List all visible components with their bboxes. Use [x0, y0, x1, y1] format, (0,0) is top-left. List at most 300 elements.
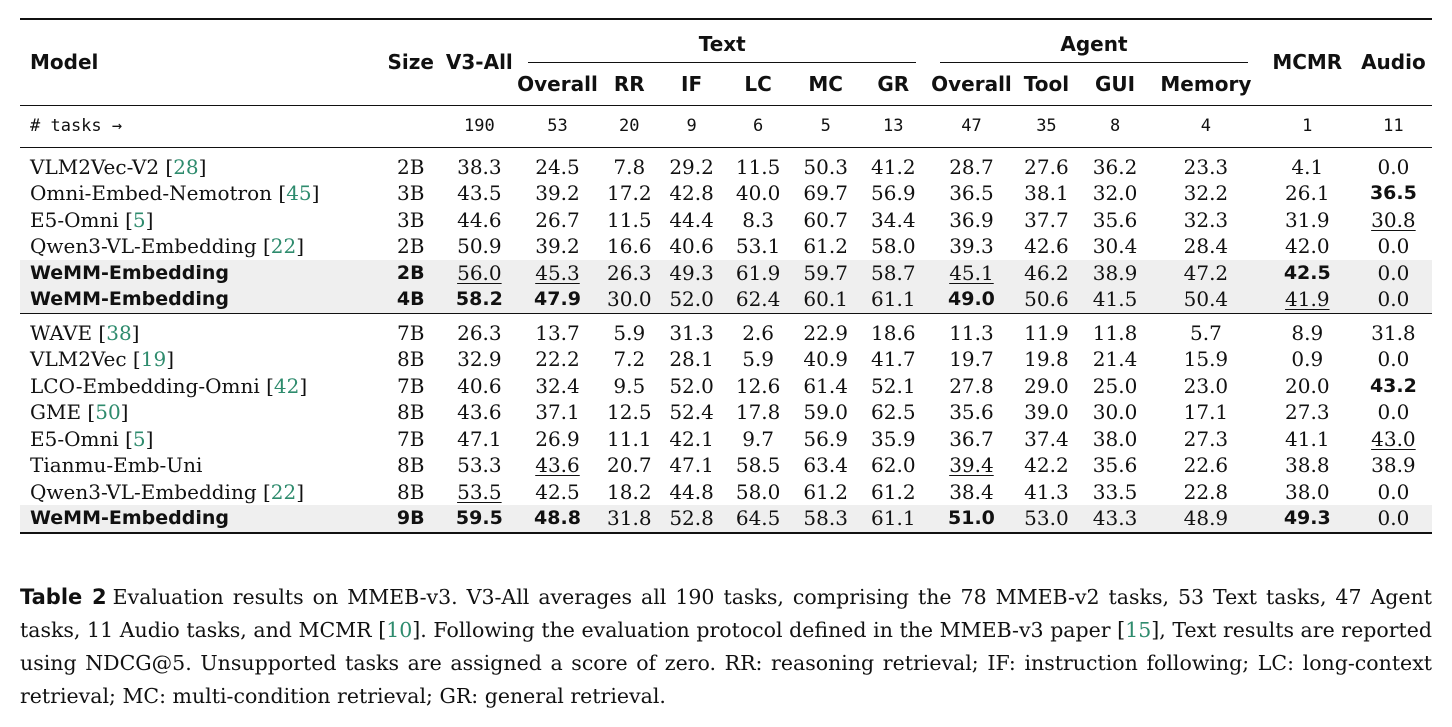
- score-value: 23.3: [1183, 154, 1229, 179]
- score-value: 52.0: [669, 287, 714, 312]
- score-value: 61.9: [735, 260, 781, 285]
- score-value: 36.7: [949, 426, 994, 451]
- score-value: 47.1: [669, 453, 714, 478]
- score-cell: [1260, 260, 1355, 287]
- score-cell: [723, 426, 793, 453]
- score-cell: [1078, 313, 1152, 346]
- score-cell: [1078, 180, 1152, 207]
- score-value: 0.0: [1377, 287, 1410, 312]
- score-value: 27.3: [1285, 400, 1330, 425]
- score-value: 45.3: [535, 260, 580, 285]
- score-value: 39.2: [535, 181, 580, 206]
- score-cell: [1015, 426, 1078, 453]
- score-value: 44.8: [669, 479, 714, 504]
- score-cell: [928, 399, 1015, 426]
- task-count-cell: 9: [660, 105, 723, 147]
- citation-bracket: ]: [145, 207, 154, 232]
- score-cell: [516, 505, 598, 533]
- score-value: 0.0: [1377, 506, 1410, 531]
- citation-bracket: ]: [131, 320, 140, 345]
- caption-ref-2[interactable]: 15: [1125, 618, 1152, 642]
- col-header-v3all: V3-All: [442, 19, 516, 105]
- score-value: 18.6: [871, 320, 916, 345]
- score-cell: [516, 479, 598, 506]
- citation-bracket: ]: [296, 479, 305, 504]
- score-cell: [660, 426, 723, 453]
- table-row: [20, 180, 1432, 207]
- score-cell: [660, 313, 723, 346]
- score-value: 59.7: [803, 260, 848, 285]
- score-value: 30.8: [1371, 207, 1416, 232]
- score-value: 31.9: [1285, 207, 1330, 232]
- score-value: 24.5: [535, 154, 580, 179]
- score-cell: [516, 452, 598, 479]
- col-header-text-gr: GR: [858, 63, 928, 105]
- citation-link[interactable]: 28: [173, 154, 199, 179]
- model-name-cell: [20, 147, 379, 180]
- model-name: Qwen3-VL-Embedding [: [30, 479, 271, 504]
- score-value: 37.1: [535, 400, 580, 425]
- score-cell: [723, 399, 793, 426]
- score-cell: [1260, 452, 1355, 479]
- score-value: 19.7: [949, 347, 994, 372]
- score-cell: [1015, 286, 1078, 313]
- score-cell: [599, 233, 660, 260]
- score-cell: [793, 373, 858, 400]
- score-cell: [442, 399, 516, 426]
- col-header-text-mc: MC: [793, 63, 858, 105]
- score-cell: [1260, 147, 1355, 180]
- score-cell: [599, 373, 660, 400]
- score-value: 17.2: [607, 181, 652, 206]
- score-value: 43.5: [457, 181, 502, 206]
- citation-link[interactable]: 42: [273, 373, 300, 398]
- score-cell: [1355, 452, 1432, 479]
- results-table: [20, 18, 1432, 534]
- caption-text-1: Evaluation results on MMEB-v3. V3-All averages all 190 tasks, comprising the 78 MMEB-v2 tasks, 53 Text tasks, 47 Agent tasks, 11 Audio tasks, and MCMR [: [20, 585, 1433, 642]
- score-value: 32.0: [1092, 181, 1138, 206]
- score-cell: [1152, 313, 1260, 346]
- score-cell: [660, 452, 723, 479]
- score-cell: [516, 373, 598, 400]
- score-cell: [1078, 479, 1152, 506]
- score-cell: [1015, 233, 1078, 260]
- score-cell: [442, 505, 516, 533]
- score-value: 36.5: [949, 181, 994, 206]
- score-value: 39.3: [949, 234, 994, 259]
- score-cell: [516, 233, 598, 260]
- score-cell: [599, 180, 660, 207]
- citation-link[interactable]: 38: [106, 320, 132, 345]
- score-value: 43.2: [1369, 374, 1417, 397]
- score-value: 28.7: [949, 154, 994, 179]
- score-cell: [1152, 505, 1260, 533]
- score-value: 41.5: [1092, 287, 1138, 312]
- table-row: [20, 479, 1432, 506]
- task-count-cell: 11: [1355, 105, 1432, 147]
- score-cell: [723, 313, 793, 346]
- score-value: 12.6: [735, 373, 781, 398]
- col-header-mcmr: MCMR: [1260, 19, 1355, 105]
- score-value: 13.7: [535, 320, 580, 345]
- score-value: 35.6: [949, 400, 994, 425]
- score-value: 25.0: [1092, 373, 1138, 398]
- score-value: 46.2: [1024, 260, 1069, 285]
- model-name-cell: [20, 346, 379, 373]
- score-value: 58.0: [871, 234, 916, 259]
- citation-link[interactable]: 22: [270, 479, 297, 504]
- score-value: 0.0: [1377, 154, 1410, 179]
- model-name-cell: [20, 399, 379, 426]
- score-cell: [928, 505, 1015, 533]
- score-value: 26.9: [535, 426, 580, 451]
- score-value: 38.4: [949, 479, 994, 504]
- score-cell: [1355, 346, 1432, 373]
- score-value: 48.8: [534, 507, 581, 530]
- score-cell: [1152, 207, 1260, 234]
- model-name-cell: [20, 426, 379, 453]
- score-cell: [660, 286, 723, 313]
- results-table-container: [20, 18, 1432, 534]
- score-cell: [928, 373, 1015, 400]
- score-value: 32.3: [1183, 207, 1229, 232]
- score-value: 15.9: [1183, 347, 1229, 372]
- score-value: 0.0: [1377, 479, 1410, 504]
- score-cell: [1078, 373, 1152, 400]
- model-name: E5-Omni [: [30, 207, 133, 232]
- caption-text-3: ], Text results are reported using NDCG@5. Unsupported tasks are assigned a score of zero. RR: reasoning retrieval; IF: instruction following; LC: long-context retrieval; MC: multi-condition retrieval; GR: general retrieval.: [20, 618, 1432, 708]
- score-value: 31.8: [607, 506, 652, 531]
- caption-ref-1[interactable]: 10: [386, 618, 413, 642]
- score-value: 53.0: [1024, 506, 1069, 531]
- score-value: 27.6: [1024, 154, 1069, 179]
- citation-bracket: ]: [120, 400, 129, 425]
- score-cell: [1152, 426, 1260, 453]
- score-value: 50.9: [457, 234, 502, 259]
- score-cell: [660, 399, 723, 426]
- score-cell: [858, 373, 928, 400]
- score-value: 39.0: [1024, 400, 1069, 425]
- score-cell: [442, 286, 516, 313]
- score-value: 44.4: [669, 207, 714, 232]
- score-value: 34.4: [871, 207, 916, 232]
- score-cell: [1355, 180, 1432, 207]
- score-cell: [858, 207, 928, 234]
- score-cell: [599, 313, 660, 346]
- group-small-models: [20, 147, 1432, 313]
- score-value: 59.5: [455, 507, 503, 530]
- score-value: 61.2: [803, 479, 848, 504]
- task-count-cell: 5: [793, 105, 858, 147]
- score-cell: [858, 260, 928, 287]
- score-cell: [928, 147, 1015, 180]
- score-cell: [1152, 180, 1260, 207]
- score-value: 60.1: [803, 287, 848, 312]
- score-value: 26.3: [607, 260, 652, 285]
- score-value: 49.3: [1283, 507, 1331, 530]
- score-value: 50.6: [1024, 287, 1069, 312]
- col-group-agent: [928, 19, 1260, 63]
- score-cell: [599, 346, 660, 373]
- score-cell: [660, 180, 723, 207]
- score-cell: [1078, 233, 1152, 260]
- score-value: 41.2: [871, 154, 916, 179]
- score-value: 49.0: [948, 288, 995, 311]
- score-value: 40.6: [669, 234, 714, 259]
- model-size-cell: 9B: [379, 505, 442, 533]
- score-cell: [793, 426, 858, 453]
- score-cell: [723, 147, 793, 180]
- score-value: 42.5: [535, 479, 580, 504]
- score-cell: [1152, 479, 1260, 506]
- score-cell: [793, 399, 858, 426]
- citation-link[interactable]: 22: [270, 234, 297, 259]
- citation-link[interactable]: 5: [132, 207, 146, 232]
- score-cell: [1015, 313, 1078, 346]
- score-value: 22.8: [1183, 479, 1229, 504]
- score-cell: [442, 147, 516, 180]
- score-value: 40.0: [735, 181, 781, 206]
- model-size-cell: 7B: [397, 320, 425, 345]
- score-value: 2.6: [742, 320, 775, 345]
- score-cell: [1355, 260, 1432, 287]
- score-value: 26.1: [1285, 181, 1330, 206]
- citation-bracket: ]: [296, 234, 305, 259]
- score-cell: [793, 147, 858, 180]
- score-cell: [1152, 346, 1260, 373]
- score-value: 38.8: [1285, 453, 1330, 478]
- score-cell: [793, 505, 858, 533]
- score-cell: [1078, 426, 1152, 453]
- model-size-cell: 8B: [397, 400, 425, 425]
- score-cell: [599, 426, 660, 453]
- score-cell: [723, 479, 793, 506]
- score-cell: [928, 346, 1015, 373]
- score-value: 47.1: [457, 426, 502, 451]
- score-value: 42.2: [1024, 453, 1069, 478]
- score-cell: [1152, 233, 1260, 260]
- score-cell: [1015, 399, 1078, 426]
- model-name: LCO-Embedding-Omni [: [30, 373, 274, 398]
- score-cell: [1152, 260, 1260, 287]
- score-cell: [928, 260, 1015, 287]
- score-value: 53.1: [735, 234, 781, 259]
- score-value: 7.2: [613, 347, 646, 372]
- score-value: 42.1: [669, 426, 714, 451]
- score-cell: [660, 479, 723, 506]
- score-value: 28.4: [1183, 234, 1229, 259]
- score-value: 18.2: [607, 479, 652, 504]
- task-count-cell: 20: [599, 105, 660, 147]
- score-value: 47.2: [1183, 260, 1229, 285]
- citation-link[interactable]: 19: [140, 347, 167, 372]
- score-cell: [1152, 286, 1260, 313]
- score-value: 22.2: [535, 347, 580, 372]
- score-value: 26.3: [457, 320, 502, 345]
- score-value: 11.1: [607, 426, 652, 451]
- citation-link[interactable]: 50: [95, 400, 121, 425]
- score-value: 32.2: [1183, 181, 1229, 206]
- score-value: 50.3: [803, 154, 848, 179]
- score-cell: [1078, 505, 1152, 533]
- score-value: 61.1: [871, 506, 916, 531]
- score-value: 63.4: [803, 453, 848, 478]
- score-cell: [442, 426, 516, 453]
- model-size-cell: 7B: [397, 426, 425, 451]
- score-cell: [516, 260, 598, 287]
- table-row: [20, 452, 1432, 479]
- score-value: 5.9: [613, 320, 646, 345]
- score-cell: [660, 260, 723, 287]
- score-value: 5.9: [742, 347, 775, 372]
- score-value: 43.6: [457, 400, 502, 425]
- score-value: 36.5: [1369, 182, 1417, 205]
- score-value: 38.9: [1092, 260, 1138, 285]
- col-header-model: Model: [20, 19, 379, 105]
- score-cell: [858, 147, 928, 180]
- score-value: 33.5: [1092, 479, 1138, 504]
- score-value: 32.9: [457, 347, 502, 372]
- score-cell: [516, 346, 598, 373]
- score-cell: [723, 452, 793, 479]
- score-value: 35.6: [1092, 453, 1138, 478]
- score-cell: [1078, 286, 1152, 313]
- score-cell: [442, 452, 516, 479]
- task-count-cell: 35: [1015, 105, 1078, 147]
- score-cell: [858, 346, 928, 373]
- score-cell: [928, 313, 1015, 346]
- model-name-cell: [20, 233, 379, 260]
- score-value: 53.3: [457, 453, 502, 478]
- score-cell: [516, 399, 598, 426]
- score-value: 43.6: [535, 453, 580, 478]
- score-value: 20.0: [1285, 373, 1330, 398]
- score-cell: [1078, 452, 1152, 479]
- score-value: 37.4: [1024, 426, 1069, 451]
- citation-link[interactable]: 45: [286, 181, 312, 206]
- model-size-cell: 3B: [397, 181, 425, 206]
- score-value: 5.7: [1189, 320, 1222, 345]
- col-header-text-overall: Overall: [516, 63, 598, 105]
- score-value: 39.4: [949, 453, 994, 478]
- col-header-text-lc: LC: [723, 63, 793, 105]
- score-cell: [1078, 399, 1152, 426]
- score-cell: [723, 233, 793, 260]
- score-value: 64.5: [735, 506, 781, 531]
- table-row: [20, 426, 1432, 453]
- model-name-cell: [20, 207, 379, 234]
- table-row: [20, 313, 1432, 346]
- score-cell: [660, 505, 723, 533]
- score-cell: [442, 346, 516, 373]
- col-header-text-rr: RR: [599, 63, 660, 105]
- task-count-cell: 53: [516, 105, 598, 147]
- score-value: 42.8: [669, 181, 714, 206]
- col-header-agent-memory: Memory: [1152, 63, 1260, 105]
- score-value: 29.2: [669, 154, 714, 179]
- score-value: 38.9: [1371, 453, 1416, 478]
- score-value: 35.9: [871, 426, 916, 451]
- score-cell: [1355, 147, 1432, 180]
- score-cell: [793, 233, 858, 260]
- score-cell: [928, 180, 1015, 207]
- score-cell: [442, 479, 516, 506]
- score-cell: [793, 479, 858, 506]
- model-name: Omni-Embed-Nemotron [: [30, 181, 287, 206]
- score-value: 56.9: [803, 426, 848, 451]
- score-cell: [723, 373, 793, 400]
- model-size-cell: 3B: [397, 207, 425, 232]
- score-cell: [1015, 346, 1078, 373]
- score-cell: [928, 207, 1015, 234]
- table-row: [20, 286, 1432, 313]
- score-value: 51.0: [948, 507, 995, 530]
- score-value: 17.8: [735, 400, 781, 425]
- score-cell: [660, 233, 723, 260]
- score-cell: [599, 286, 660, 313]
- score-cell: [1355, 233, 1432, 260]
- score-value: 0.0: [1377, 234, 1410, 259]
- score-cell: [1355, 399, 1432, 426]
- table-row: [20, 399, 1432, 426]
- score-cell: [928, 452, 1015, 479]
- score-value: 38.0: [1092, 426, 1138, 451]
- score-cell: [793, 313, 858, 346]
- score-cell: [723, 260, 793, 287]
- score-value: 42.6: [1024, 234, 1069, 259]
- score-cell: [858, 399, 928, 426]
- score-cell: [793, 207, 858, 234]
- score-cell: [723, 505, 793, 533]
- model-name-cell: [20, 479, 379, 506]
- citation-bracket: ]: [311, 181, 320, 206]
- score-value: 52.8: [669, 506, 714, 531]
- task-count-cell: 47: [928, 105, 1015, 147]
- score-cell: [1355, 479, 1432, 506]
- score-cell: [858, 286, 928, 313]
- score-cell: [1355, 313, 1432, 346]
- citation-link[interactable]: 5: [132, 426, 146, 451]
- model-name: WAVE [: [30, 320, 107, 345]
- score-value: 42.5: [1283, 261, 1331, 284]
- score-cell: [858, 505, 928, 533]
- score-value: 49.3: [669, 260, 714, 285]
- score-value: 0.0: [1377, 347, 1410, 372]
- score-cell: [660, 346, 723, 373]
- score-value: 52.0: [669, 373, 714, 398]
- score-value: 62.5: [871, 400, 916, 425]
- col-header-agent-tool: Tool: [1015, 63, 1078, 105]
- score-cell: [442, 207, 516, 234]
- score-value: 61.1: [871, 287, 916, 312]
- score-value: 8.9: [1291, 320, 1324, 345]
- group-label-agent: Agent: [940, 32, 1248, 63]
- score-cell: [1260, 426, 1355, 453]
- col-header-audio: Audio: [1355, 19, 1432, 105]
- model-name-cell: [20, 505, 379, 533]
- score-value: 30.0: [1092, 400, 1138, 425]
- score-value: 56.9: [871, 181, 916, 206]
- tasks-count-row: [20, 105, 1432, 147]
- score-value: 0.9: [1291, 347, 1324, 372]
- score-cell: [660, 207, 723, 234]
- score-cell: [928, 426, 1015, 453]
- score-cell: [858, 426, 928, 453]
- col-header-agent-overall: Overall: [928, 63, 1015, 105]
- score-cell: [1355, 505, 1432, 533]
- score-value: 9.5: [613, 373, 646, 398]
- score-value: 0.0: [1377, 400, 1410, 425]
